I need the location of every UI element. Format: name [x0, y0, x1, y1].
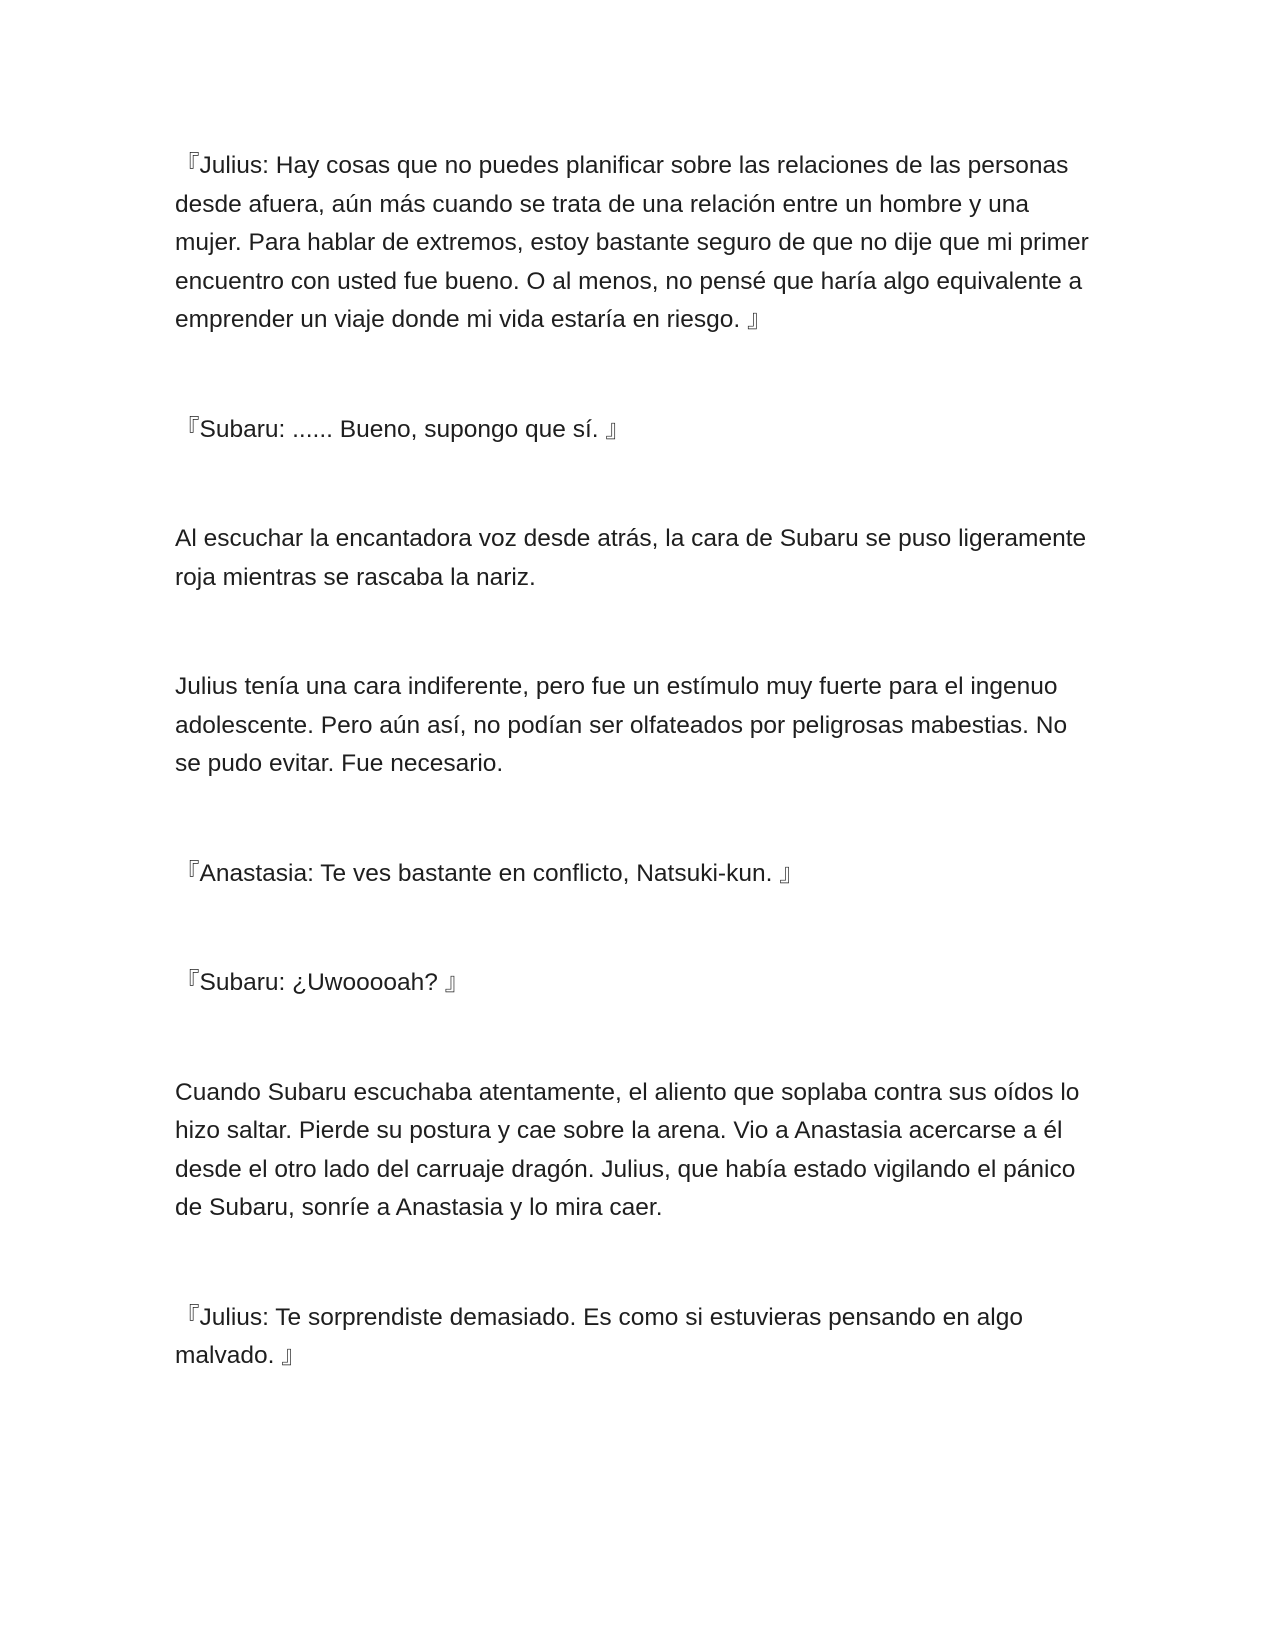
paragraph-subaru-2: 『Subaru: ¿Uwooooah? 』: [175, 969, 470, 996]
paragraph-julius-2: 『Julius: Te sorprendiste demasiado. Es como si estuvieras pensando en algo malvado. 』: [175, 1303, 1023, 1369]
paragraph-julius-1: 『Julius: Hay cosas que no puedes planificar sobre las relaciones de las personas desde afuera, aún más cuando se trata de una relación entre un hombre y una mujer. Para hablar de extremos, estoy bastante seguro de que no dije que mi primer encuentro con usted fue bueno. O al menos, no pensé que haría algo equivalente a emprender un viaje donde mi vida estaría en riesgo. 』: [175, 152, 1089, 333]
paragraph-narration-2: Julius tenía una cara indiferente, pero fue un estímulo muy fuerte para el ingenuo adolescente. Pero aún así, no podían ser olfateados por peligrosas mabestias. No se pudo evitar. Fue necesario.: [175, 673, 1068, 777]
paragraph-narration-3: Cuando Subaru escuchaba atentamente, el aliento que soplaba contra sus oídos lo hizo saltar. Pierde su postura y cae sobre la arena. Vio a Anastasia acercarse a él desde el otro lado del carruaje dragón. Julius, que había estado vigilando el pánico de Subaru, sonríe a Anastasia y lo mira caer.: [175, 1078, 1080, 1221]
paragraph-subaru-1: 『Subaru: ...... Bueno, supongo que sí. 』: [175, 415, 630, 443]
document-body: [175, 147, 1095, 1376]
paragraph-narration-1: Al escuchar la encantadora voz desde atrás, la cara de Subaru se puso ligeramente roja mientras se rascaba la nariz.: [175, 525, 1087, 591]
paragraph-anastasia-1: 『Anastasia: Te ves bastante en conflicto, Natsuki-kun. 』: [175, 859, 804, 887]
